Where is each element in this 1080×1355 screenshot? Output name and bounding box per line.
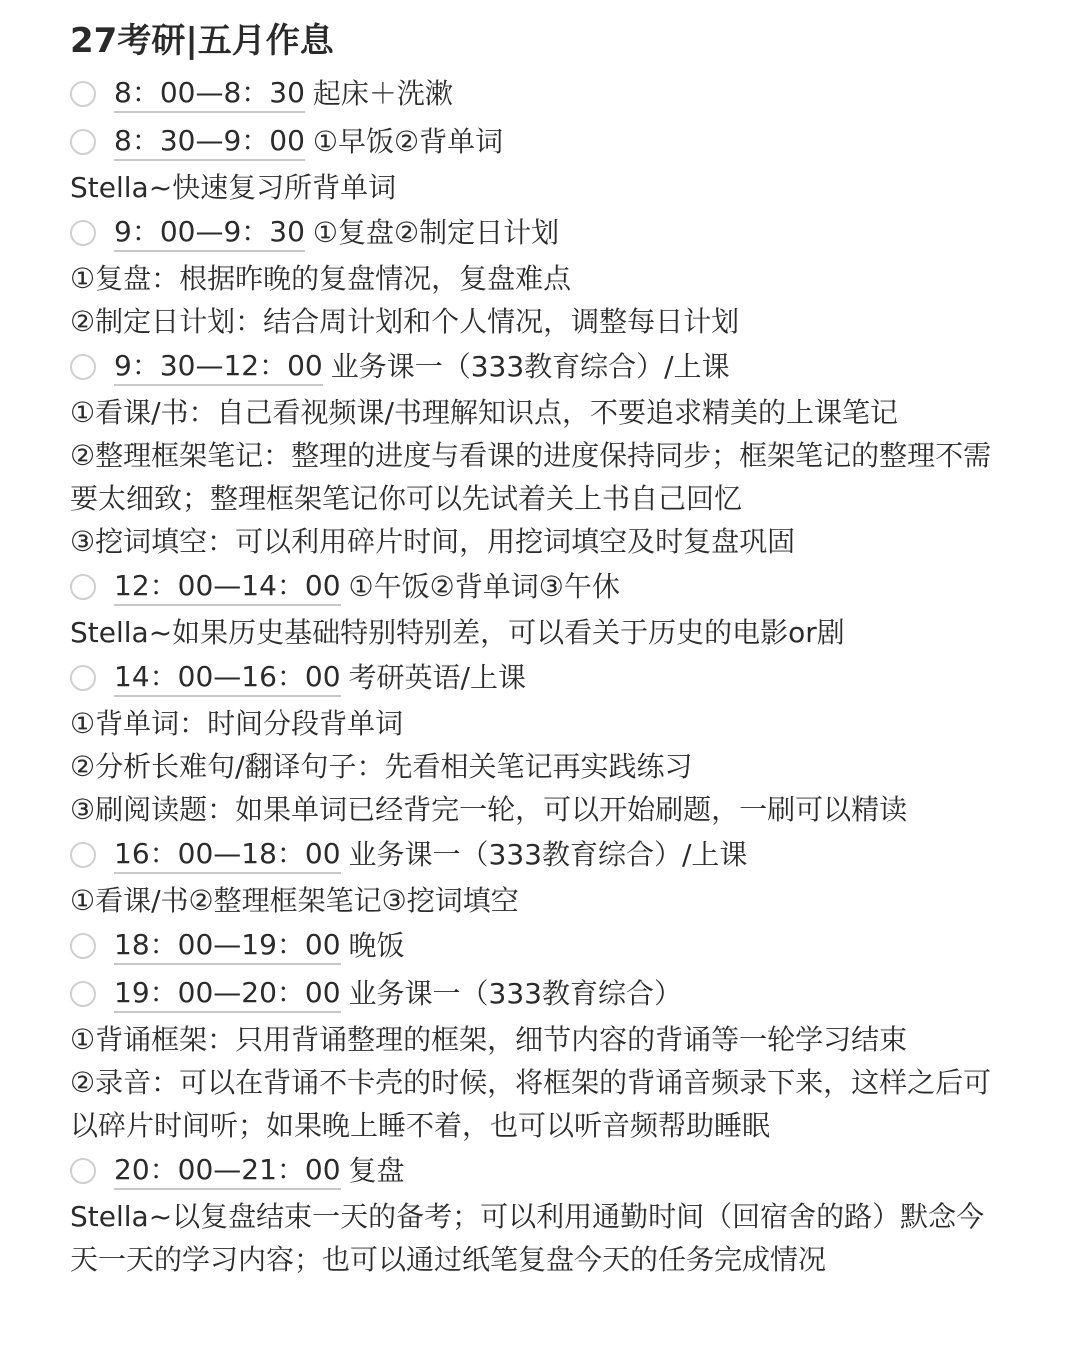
todo-checkbox[interactable] bbox=[70, 842, 96, 868]
task-label: 起床＋洗漱 bbox=[312, 77, 453, 110]
task-label: ①午饭②背单词③午休 bbox=[348, 570, 620, 603]
note-text: ①复盘：根据昨晚的复盘情况，复盘难点 bbox=[70, 262, 572, 295]
todo-item bbox=[70, 118, 1010, 166]
task-label: 复盘 bbox=[348, 1154, 405, 1187]
todo-checkbox[interactable] bbox=[70, 574, 96, 600]
todo-checkbox[interactable] bbox=[70, 81, 96, 107]
task-label: 业务课一（333教育综合） bbox=[348, 977, 682, 1010]
note-text: ①看课/书②整理框架笔记③挖词填空 bbox=[70, 884, 519, 917]
task-label: 考研英语/上课 bbox=[348, 661, 526, 694]
time-range: 16：00—18：00 bbox=[114, 837, 341, 874]
todo-checkbox[interactable] bbox=[70, 933, 96, 959]
todo-item bbox=[70, 70, 1010, 118]
todo-checkbox[interactable] bbox=[70, 220, 96, 246]
note-text: ②录音：可以在背诵不卡壳的时候，将框架的背诵音频录下来，这样之后可以碎片时间听；如果晚上睡不着，也可以听音频帮助睡眠 bbox=[70, 1066, 992, 1142]
note-text: ③刷阅读题：如果单词已经背完一轮，可以开始刷题，一刷可以精读 bbox=[70, 793, 908, 826]
time-range: 8：30—9：00 bbox=[114, 124, 305, 161]
time-range: 14：00—16：00 bbox=[114, 660, 341, 697]
note-text: ②制定日计划：结合周计划和个人情况，调整每日计划 bbox=[70, 305, 740, 338]
note-text: Stella~快速复习所背单词 bbox=[70, 171, 397, 204]
task-label: ①复盘②制定日计划 bbox=[312, 216, 560, 249]
todo-item bbox=[70, 831, 1010, 879]
page-title: 27考研|五月作息 bbox=[70, 21, 334, 61]
task-label: 业务课一（333教育综合）/上课 bbox=[348, 838, 748, 871]
todo-item bbox=[70, 970, 1010, 1018]
time-range: 18：00—19：00 bbox=[114, 928, 341, 965]
time-range: 9：00—9：30 bbox=[114, 215, 305, 252]
note-text: ①背诵框架：只用背诵整理的框架，细节内容的背诵等一轮学习结束 bbox=[70, 1023, 908, 1056]
note-text: ①看课/书：自己看视频课/书理解知识点，不要追求精美的上课笔记 bbox=[70, 396, 898, 429]
todo-item bbox=[70, 922, 1010, 970]
todo-checkbox[interactable] bbox=[70, 1158, 96, 1184]
note-text: ②整理框架笔记：整理的进度与看课的进度保持同步；框架笔记的整理不需要太细致；整理框架笔记你可以先试着关上书自己回忆 bbox=[70, 439, 992, 515]
note-text: Stella~以复盘结束一天的备考；可以利用通勤时间（回宿舍的路）默念今天一天的学习内容；也可以通过纸笔复盘今天的任务完成情况 bbox=[70, 1200, 985, 1276]
time-range: 12：00—14：00 bbox=[114, 569, 341, 606]
todo-checkbox[interactable] bbox=[70, 981, 96, 1007]
todo-item bbox=[70, 1147, 1010, 1195]
task-label: ①早饭②背单词 bbox=[312, 125, 504, 158]
time-range: 8：00—8：30 bbox=[114, 76, 305, 113]
time-range: 19：00—20：00 bbox=[114, 976, 341, 1013]
todo-item bbox=[70, 343, 1010, 391]
todo-item bbox=[70, 563, 1010, 611]
note-text: Stella~如果历史基础特别特别差，可以看关于历史的电影or剧 bbox=[70, 616, 845, 649]
schedule-list bbox=[70, 70, 1010, 1281]
todo-checkbox[interactable] bbox=[70, 129, 96, 155]
time-range: 9：30—12：00 bbox=[114, 349, 323, 386]
note-text: ②分析长难句/翻译句子：先看相关笔记再实践练习 bbox=[70, 750, 693, 783]
task-label: 晚饭 bbox=[348, 929, 405, 962]
todo-checkbox[interactable] bbox=[70, 665, 96, 691]
task-label: 业务课一（333教育综合）/上课 bbox=[330, 350, 730, 383]
note-text: ①背单词：时间分段背单词 bbox=[70, 707, 404, 740]
todo-item bbox=[70, 209, 1010, 257]
todo-checkbox[interactable] bbox=[70, 354, 96, 380]
time-range: 20：00—21：00 bbox=[114, 1153, 341, 1190]
note-text: ③挖词填空：可以利用碎片时间，用挖词填空及时复盘巩固 bbox=[70, 525, 796, 558]
todo-item bbox=[70, 654, 1010, 702]
